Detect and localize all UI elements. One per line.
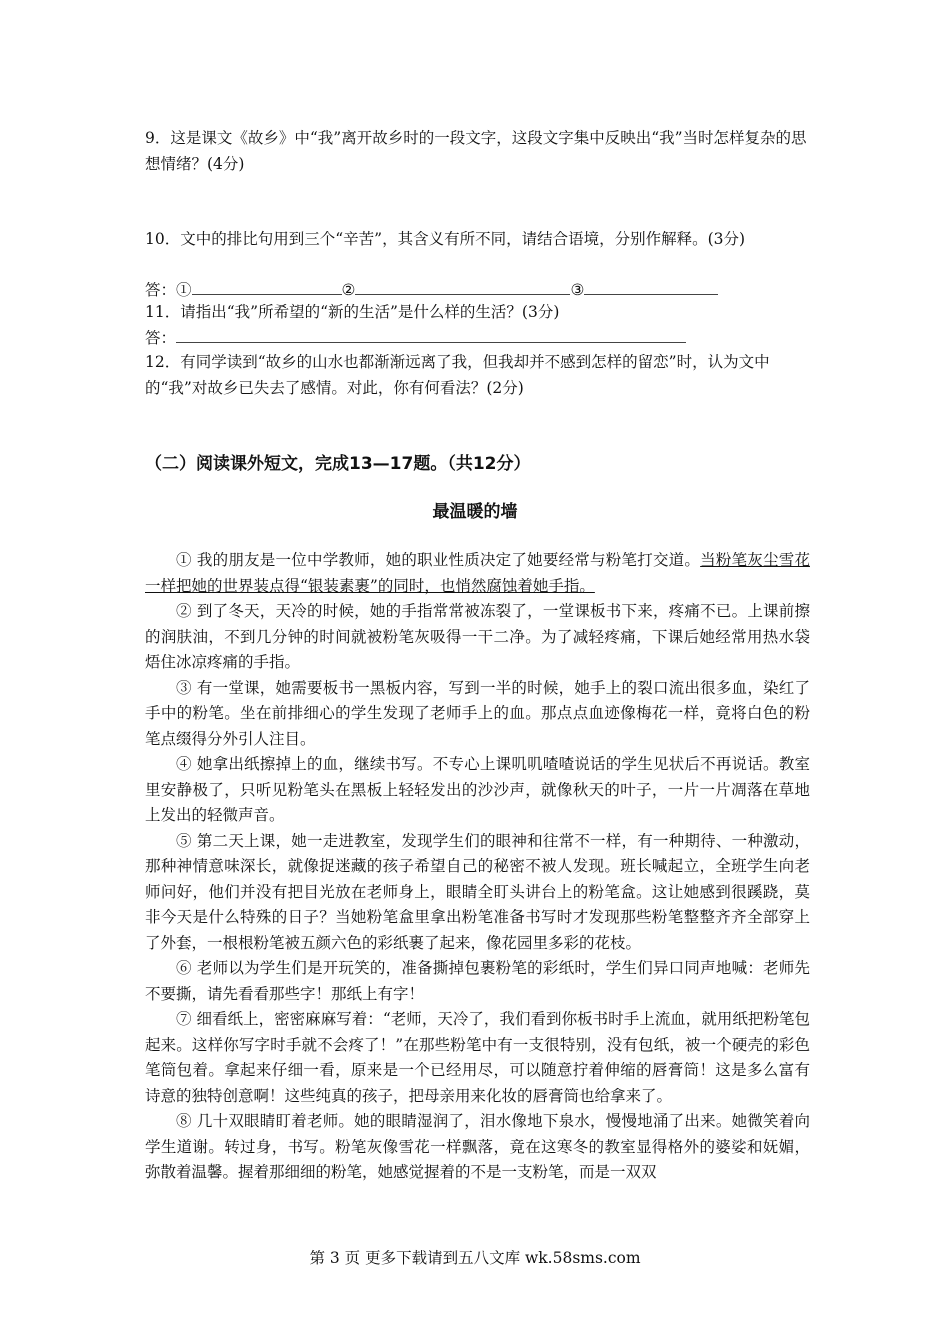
answer-blank-3[interactable] xyxy=(584,277,718,295)
answer-marker-3: ③ xyxy=(570,281,585,299)
question-12: 12．有同学读到“故乡的山水也都渐渐远离了我，但我却并不感到怎样的留恋”时，认为文中的“我”对故乡已失去了感情。对此，你有何看法？(2分) xyxy=(145,353,770,397)
section-heading: （二）阅读课外短文，完成13—17题。（共12分） xyxy=(145,454,531,474)
paragraph-5: ⑤ 第二天上课，她一走进教室，发现学生们的眼神和往常不一样，有一种期待、一种激动，那种神情意味深长，就像捉迷藏的孩子希望自己的秘密不被人发现。班长喊起立，全班学生向老师问好，他们并没有把目光放在老师身上，眼睛全盯头讲台上的粉笔盒。这让她感到很蹊跷，莫非今天是什么特殊的日子？当她粉笔盒里拿出粉笔准备书写时才发现那些粉笔整整齐齐全部穿上了外套，一根根粉笔被五颜六色的彩纸裹了起来，像花园里多彩的花枝。 xyxy=(145,831,810,952)
underlined-sentence: 当粉笔灰尘雪花一样把她的世界装点得“银装素裹”的同时，也悄然腐蚀着她手指。 xyxy=(145,551,810,595)
paragraph-2: ② 到了冬天，天冷的时候，她的手指常常被冻裂了，一堂课板书下来，疼痛不已。上课前擦的润肤油，不到几分钟的时间就被粉笔灰吸得一干二净。为了减轻疼痛，下课后她经常用热水袋焐住冰凉疼痛的手指。 xyxy=(145,602,810,671)
answer-label: 答： xyxy=(145,281,177,299)
page-footer: 第 3 页 更多下载请到五八文库 wk.58sms.com xyxy=(309,1249,641,1267)
paragraph-6: ⑥ 老师以为学生们是开玩笑的，准备撕掉包裹粉笔的彩纸时，学生们异口同声地喊：老师先不要撕，请先看看那些字！那纸上有字！ xyxy=(145,959,810,1003)
question-10: 10．文中的排比句用到三个“辛苦”，其含义有所不同，请结合语境，分别作解释。(3分) xyxy=(145,230,746,248)
answer-label: 答： xyxy=(145,329,177,347)
paragraph-7: ⑦ 细看纸上，密密麻麻写着：“老师，天冷了，我们看到你板书时手上流血，就用纸把粉笔包起来。这样你写字时手就不会疼了！”在那些粉笔中有一支很特别，没有包纸，被一个硬壳的彩色笔筒包着。拿起来仔细一看，原来是一个已经用尽，可以随意拧着伸缩的唇膏筒！这是多么富有诗意的独特创意啊！这些纯真的孩子，把母亲用来化妆的唇膏筒也给拿来了。 xyxy=(145,1010,810,1105)
paragraph-1-text: ① 我的朋友是一位中学教师，她的职业性质决定了她要经常与粉笔打交道。 xyxy=(176,551,701,569)
question-11-answer-line xyxy=(145,325,686,351)
answer-marker-1: ① xyxy=(176,281,192,299)
answer-marker-2: ② xyxy=(341,281,356,299)
paragraph-3: ③ 有一堂课，她需要板书一黑板内容，写到一半的时候，她手上的裂口流出很多血，染红了手中的粉笔。坐在前排细心的学生发现了老师手上的血。那点点血迹像梅花一样，竟将白色的粉笔点缀得分外引人注目。 xyxy=(145,678,810,748)
paragraph-4: ④ 她拿出纸擦掉上的血，继续书写。不专心上课叽叽喳喳说话的学生见状后不再说话。教室里安静极了，只听见粉笔头在黑板上轻轻发出的沙沙声，就像秋天的叶子，一片一片凋落在草地上发出的轻微声音。 xyxy=(145,755,810,824)
paragraph-1 xyxy=(145,548,810,599)
question-9: 9．这是课文《故乡》中“我”离开故乡时的一段文字，这段文字集中反映出“我”当时怎样复杂的思想情绪？(4分) xyxy=(145,129,807,173)
article-title: 最温暖的墙 xyxy=(432,502,518,522)
answer-blank[interactable] xyxy=(176,325,686,343)
article-body xyxy=(145,548,810,1186)
paragraph-8: ⑧ 几十双眼睛盯着老师。她的眼睛湿润了，泪水像地下泉水，慢慢地涌了出来。她微笑着向学生道谢。转过身，书写。粉笔灰像雪花一样飘落，竟在这寒冬的教室显得格外的婆娑和妩媚，弥散着温馨。握着那细细的粉笔，她感觉握着的不是一支粉笔，而是一双双 xyxy=(145,1112,810,1181)
answer-blank-1[interactable] xyxy=(192,277,342,295)
answer-blank-2[interactable] xyxy=(355,277,570,295)
question-11: 11．请指出“我”所希望的“新的生活”是什么样的生活？(3分) xyxy=(145,303,560,321)
